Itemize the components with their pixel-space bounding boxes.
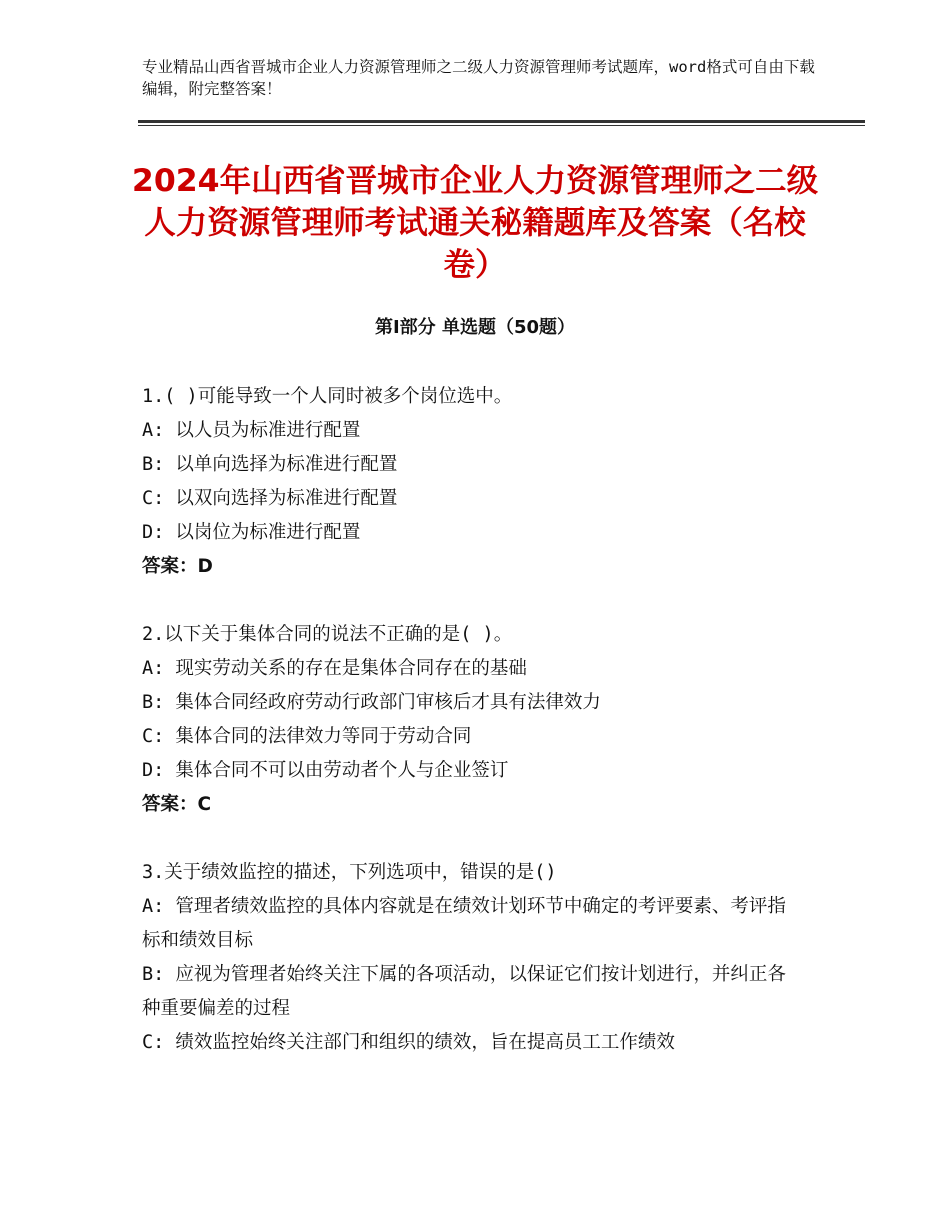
header-note: 专业精品山西省晋城市企业人力资源管理师之二级人力资源管理师考试题库，word格式可自由下载编辑，附完整答案！: [142, 58, 815, 98]
option-a: A: 现实劳动关系的存在是集体合同存在的基础: [142, 658, 527, 679]
question-1: [142, 380, 802, 584]
option-c: C: 绩效监控始终关注部门和组织的绩效，旨在提高员工工作绩效: [142, 1032, 675, 1053]
header-rule-thick: [138, 120, 865, 123]
question-stem: 3.关于绩效监控的描述，下列选项中，错误的是(): [142, 862, 557, 883]
question-2: [142, 618, 802, 822]
option-d: D: 集体合同不可以由劳动者个人与企业签订: [142, 760, 509, 781]
question-stem: 2.以下关于集体合同的说法不正确的是( )。: [142, 624, 513, 645]
option-b: B: 集体合同经政府劳动行政部门审核后才具有法律效力: [142, 692, 601, 713]
question-stem: 1.( )可能导致一个人同时被多个岗位选中。: [142, 386, 513, 407]
option-c: C: 集体合同的法律效力等同于劳动合同: [142, 726, 472, 747]
answer: 答案：C: [142, 794, 212, 815]
option-a: A: 管理者绩效监控的具体内容就是在绩效计划环节中确定的考评要素、考评指标和绩效目标: [142, 896, 786, 951]
option-c: C: 以双向选择为标准进行配置: [142, 488, 398, 509]
question-3: [142, 856, 802, 1060]
document-title: 2024年山西省晋城市企业人力资源管理师之二级人力资源管理师考试通关秘籍题库及答案（名校卷）: [131, 163, 819, 283]
section-title: 第Ⅰ部分 单选题（50题）: [374, 317, 575, 338]
question-list: [142, 380, 802, 1094]
answer: 答案：D: [142, 556, 213, 577]
option-b: B: 以单向选择为标准进行配置: [142, 454, 398, 475]
option-a: A: 以人员为标准进行配置: [142, 420, 361, 441]
header-rule-thin: [138, 125, 865, 126]
option-d: D: 以岗位为标准进行配置: [142, 522, 361, 543]
option-b: B: 应视为管理者始终关注下属的各项活动，以保证它们按计划进行，并纠正各种重要偏差的过程: [142, 964, 786, 1019]
